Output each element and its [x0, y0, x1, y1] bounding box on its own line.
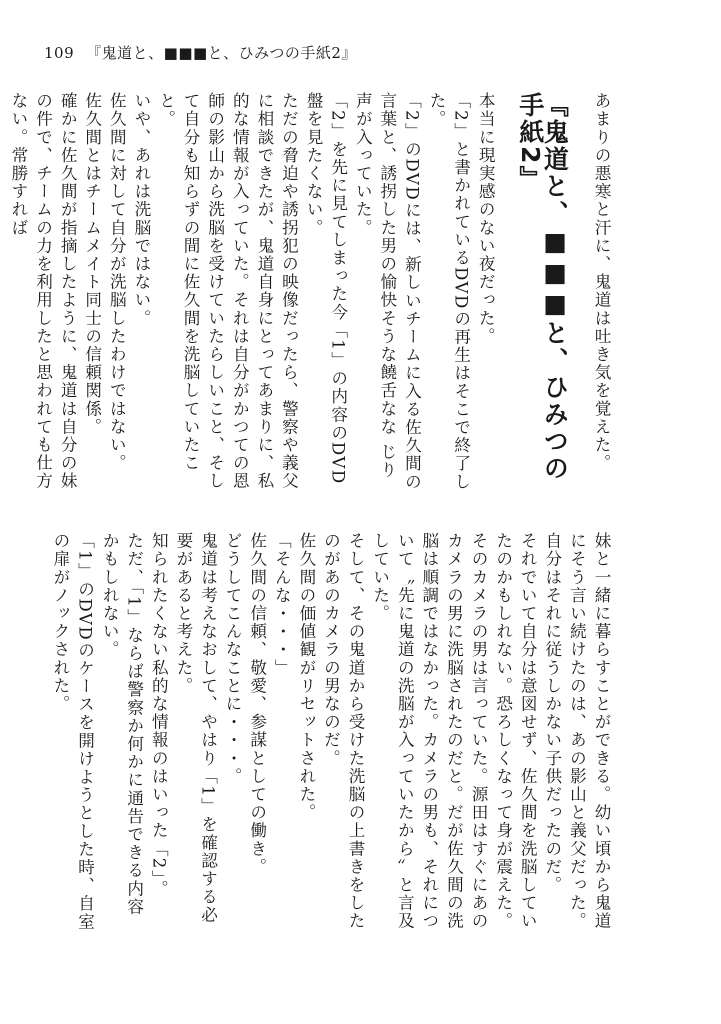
paragraph: そして、その鬼道から受けた洗脳の上書きをしたのがあのカメラの男なのだ。 — [321, 532, 366, 931]
upper-text-block — [8, 92, 613, 492]
paragraph: 本当に現実感のない夜だった。 — [476, 92, 496, 346]
paragraph: 確かに佐久間が指摘したように、鬼道は自分の妹の件で、チームの力を利用したと思われても仕方ない。常勝すれば — [8, 92, 78, 491]
paragraph: 「1」のDVDのケースを開けようとした時、自室の扉がノックされた。 — [50, 532, 95, 931]
paragraph: それでいて自分は意図せず、佐久間を洗脳していたのかもしれない。恐ろしくなって身が震えた。そのカメラの男は言っていた。源田はすぐにあのカメラの男に洗脳されたのだと。だが佐久間の洗脳は順調ではなかった。カメラの男も、それについて〝先に鬼道の洗脳が入っていたから〟と言及していた。 — [370, 532, 538, 931]
paragraph: あまりの悪寒と汗に、鬼道は吐き気を覚えた。 — [592, 92, 611, 473]
paragraph: 「2」を先に見てしまった今「1」の内容のDVD盤を見たくない。 — [304, 92, 348, 485]
paragraph: 「2」と書かれているDVDの再生はそこで終了した。 — [427, 92, 471, 491]
page-number: 109 — [44, 44, 75, 62]
paragraph: ただの脅迫や誘拐犯の映像だったら、警察や義父に相談できたが、鬼道自身にとってあまりに、私的な情報が入っていた。それは自分がかつての恩師の影山から洗脳を受けていたらしいこと、そして自分も知らずの間に佐久間を洗脳していたこと。 — [156, 92, 299, 491]
running-title: 『鬼道と、■■■と、ひみつの手紙2』 — [86, 44, 357, 62]
paragraph: 「そんな・・・」 — [272, 532, 292, 677]
paragraph: 鬼道は考えなおして、やはり「1」を確認する必要があると考えた。 — [173, 532, 218, 925]
paragraph: 佐久間の信頼、敬愛、参謀としての働き。 — [247, 532, 267, 876]
paragraph: 佐久間の価値観がリセットされた。 — [296, 532, 316, 822]
paragraph: いや、あれは洗脳ではない。 — [131, 92, 151, 328]
paragraph: 佐久間とはチームメイト同士の信頼関係。 — [82, 92, 102, 436]
chapter-title: 『鬼道と、■■■と、ひみつの手紙2』 — [515, 92, 570, 482]
lower-text-block — [50, 532, 613, 932]
paragraph: 妹と一緒に暮らすことができる。幼い頃から鬼道にそう言い続けたのは、あの影山と義父だった。自分はそれに従うしかない子供だったのだ。 — [542, 532, 611, 931]
paragraph: ただ、「1」ならば警察か何かに通告できる内容かもしれない。 — [100, 532, 144, 916]
paragraph: 佐久間に対して自分が洗脳したわけではない。 — [107, 92, 127, 473]
paragraph: どうしてこんなことに・・・。 — [223, 532, 243, 786]
paragraph: 知られたくない私的な情報のはいった「2」。 — [149, 532, 169, 898]
paragraph: 「2」のDVDには、新しいチームに入る佐久間の言葉と、誘拐した男の愉快そうな饒舌なな じり声が入っていた。 — [353, 92, 422, 491]
running-header — [44, 42, 357, 63]
